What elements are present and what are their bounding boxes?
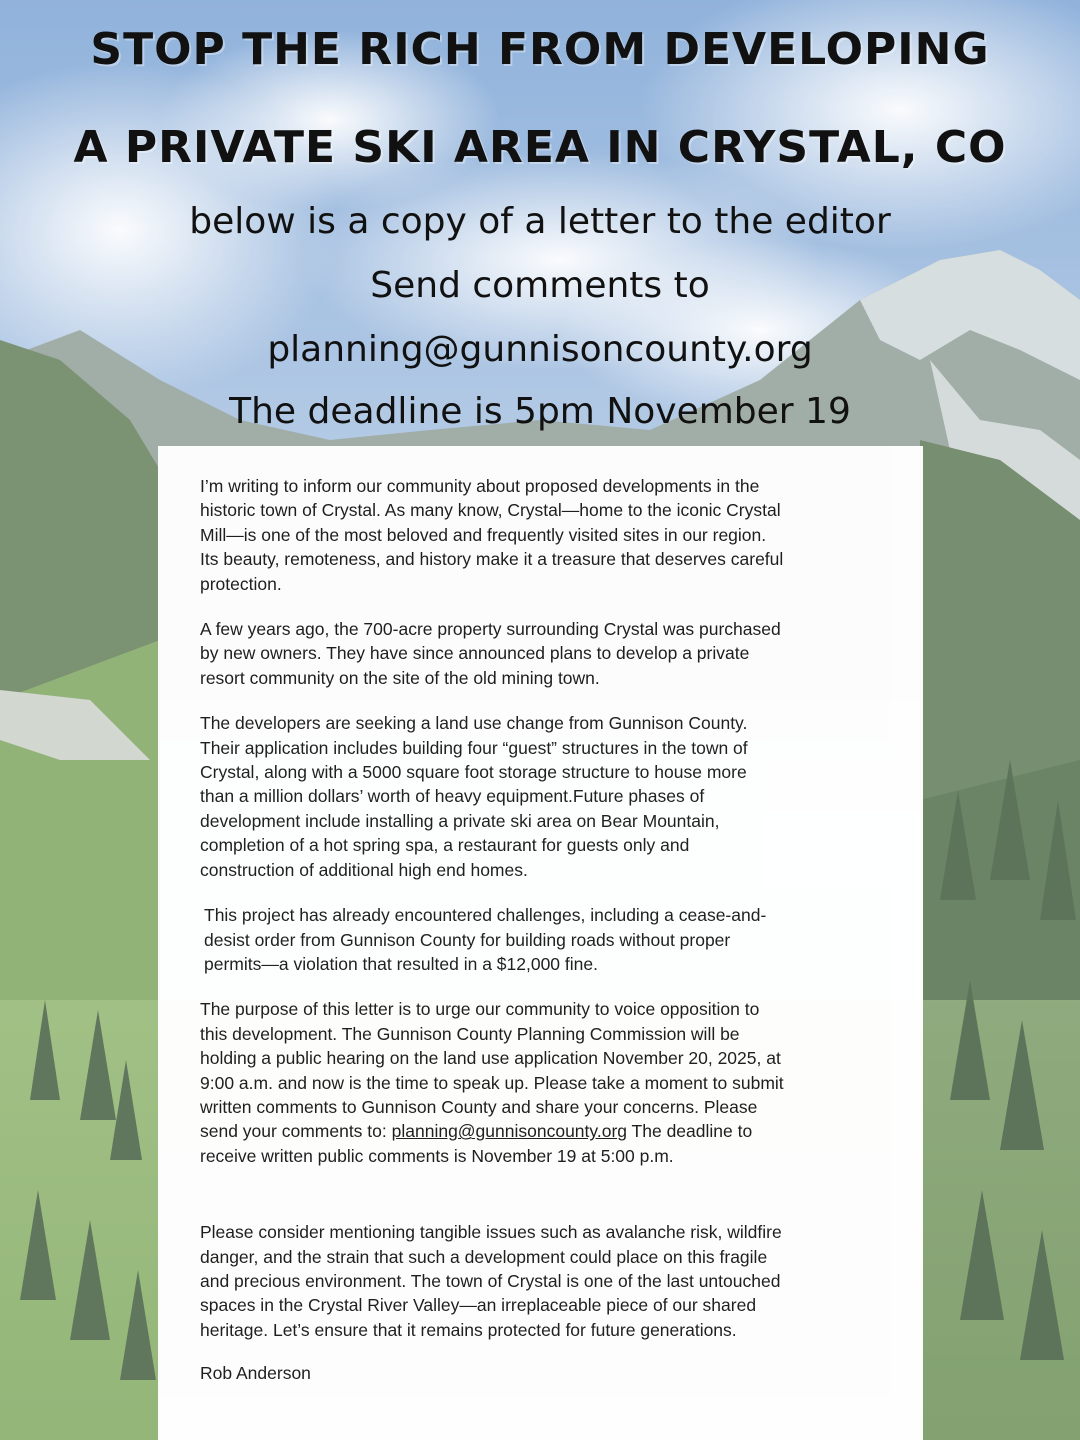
letter-line-text: The deadline to (627, 1121, 753, 1142)
letter-line: written comments to Gunnison County and share your concerns. Please (200, 1096, 758, 1117)
email-link[interactable]: planning@gunnisoncounty.org (391, 1121, 628, 1142)
letter-line: historic town of Crystal. As many know, Crystal—home to the iconic Crystal (200, 500, 781, 521)
letter-line: Its beauty, remoteness, and history make it a treasure that deserves careful (200, 549, 784, 570)
letter-paragraph-developers (200, 711, 883, 882)
letter-line: This project has already encountered challenges, including a cease-and- (204, 905, 767, 926)
letter-line: this development. The Gunnison County Planning Commission will be (200, 1023, 740, 1044)
letter-to-editor (158, 446, 923, 1440)
letter-line: I’m writing to inform our community about proposed developments in the (200, 476, 760, 496)
letter-line: danger, and the strain that such a development could place on this fragile (200, 1246, 768, 1267)
letter-line: development include installing a private ski area on Bear Mountain, (200, 810, 720, 831)
letter-line: holding a public hearing on the land use application November 20, 2025, at (200, 1048, 781, 1069)
letter-line: construction of additional high end homes. (200, 859, 528, 880)
letter-line: Please consider mentioning tangible issues such as avalanche risk, wildfire (200, 1222, 782, 1243)
letter-line-with-email (200, 1119, 883, 1143)
subtitle-send-comments: Send comments to (370, 265, 710, 306)
letter-line: spaces in the Crystal River Valley—an irreplaceable piece of our shared (200, 1295, 757, 1316)
subtitle-letter-intro: below is a copy of a letter to the editor (189, 201, 891, 242)
letter-line: completion of a hot spring spa, a restaurant for guests only and (200, 835, 690, 856)
letter-paragraph-intro (200, 474, 883, 596)
letter-line: A few years ago, the 700-acre property surrounding Crystal was purchased (200, 619, 781, 640)
letter-line: Mill—is one of the most beloved and frequently visited sites in our region. (200, 524, 767, 545)
headline-line-2: A PRIVATE SKI AREA IN CRYSTAL, CO (73, 122, 1007, 173)
letter-paragraph-purchase (200, 617, 883, 690)
letter-line: permits—a violation that resulted in a $12,000 fine. (204, 953, 598, 974)
letter-line: resort community on the site of the old mining town. (200, 667, 600, 688)
letter-line-text: send your comments to: (200, 1121, 392, 1142)
letter-line: The developers are seeking a land use change from Gunnison County. (200, 713, 748, 734)
letter-line: by new owners. They have since announced plans to develop a private (200, 643, 750, 664)
letter-paragraph-issues (200, 1220, 883, 1342)
letter-line: 9:00 a.m. and now is the time to speak up. Please take a moment to submit (200, 1072, 784, 1093)
letter-line: than a million dollars’ worth of heavy equipment.Future phases of (200, 786, 705, 807)
letter-line: desist order from Gunnison County for building roads without proper (204, 929, 731, 950)
letter-line: receive written public comments is November 19 at 5:00 p.m. (200, 1145, 674, 1166)
letter-line: Their application includes building four “guest” structures in the town of (200, 737, 748, 758)
letter-line: heritage. Let’s ensure that it remains protected for future generations. (200, 1319, 737, 1340)
letter-line: The purpose of this letter is to urge our community to voice opposition to (200, 999, 760, 1020)
subtitle-email-address: planning@gunnisoncounty.org (267, 329, 813, 370)
letter-signature: Rob Anderson (200, 1363, 311, 1384)
letter-paragraph-purpose (200, 997, 883, 1168)
letter-paragraph-challenges (200, 903, 883, 976)
letter-line: Crystal, along with a 5000 square foot storage structure to house more (200, 762, 747, 783)
letter-line: and precious environment. The town of Crystal is one of the last untouched (200, 1270, 781, 1291)
letter-line: protection. (200, 573, 282, 594)
headline-line-1: STOP THE RICH FROM DEVELOPING (90, 24, 990, 75)
subtitle-deadline: The deadline is 5pm November 19 (229, 391, 851, 432)
